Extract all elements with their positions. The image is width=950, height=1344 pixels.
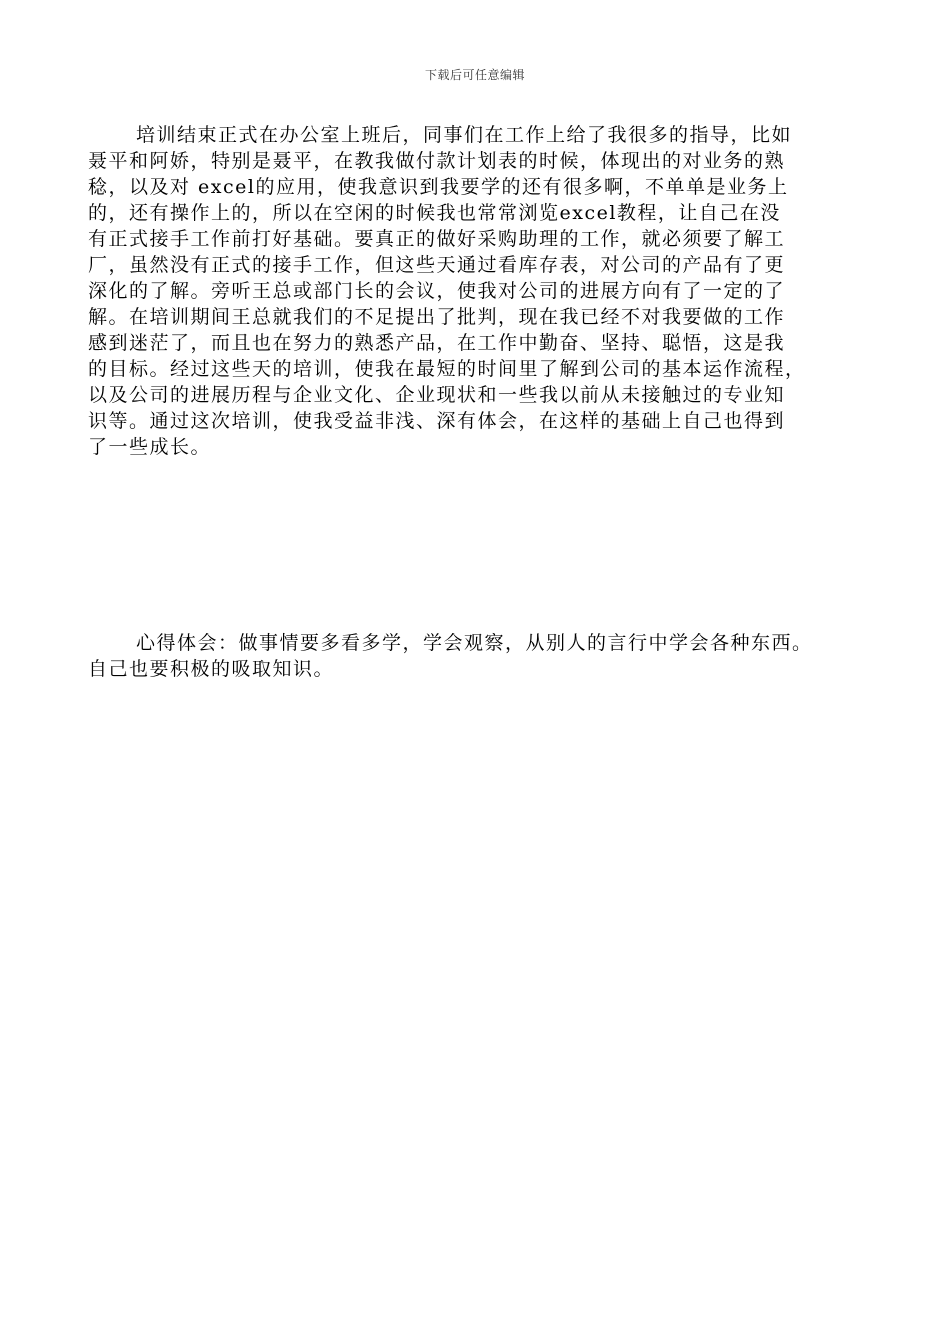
paragraph-line: 感到迷茫了，而且也在努力的熟悉产品，在工作中勤奋、坚持、聪悟，这是我 — [88, 332, 786, 354]
paragraph-line: 有正式接手工作前打好基础。要真正的做好采购助理的工作，就必须要了解工 — [88, 228, 786, 250]
paragraph-line: 培训结束正式在办公室上班后，同事们在工作上给了我很多的指导，比如 — [136, 124, 793, 146]
paragraph-line: 以及公司的进展历程与企业文化、企业现状和一些我以前从未接触过的专业知 — [88, 384, 786, 406]
paragraph-reflection — [88, 630, 856, 682]
paragraph-line: 聂平和阿娇，特别是聂平，在教我做付款计划表的时候，体现出的对业务的熟 — [88, 150, 786, 172]
header-note: 下载后可任意编辑 — [424, 68, 525, 82]
paragraph-line: 深化的了解。旁听王总或部门长的会议，使我对公司的进展方向有了一定的了 — [88, 280, 786, 302]
paragraph-line: 厂，虽然没有正式的接手工作，但这些天通过看库存表，对公司的产品有了更 — [88, 254, 786, 276]
paragraph-line: 解。在培训期间王总就我们的不足提出了批判，现在我已经不对我要做的工作 — [88, 306, 786, 328]
paragraph-training-experience — [88, 122, 856, 460]
paragraph-line: 识等。通过这次培训，使我受益非浅、深有体会，在这样的基础上自己也得到 — [88, 410, 786, 432]
paragraph-line: 稔，以及对 excel的应用，使我意识到我要学的还有很多啊，不单单是业务上 — [88, 176, 789, 198]
paragraph-line: 心得体会：做事情要多看多学，学会观察，从别人的言行中学会各种东西。 — [136, 632, 813, 654]
paragraph-line: 自己也要积极的吸取知识。 — [88, 658, 335, 680]
paragraph-line: 的，还有操作上的，所以在空闲的时候我也常常浏览excel教程，让自己在没 — [88, 202, 781, 224]
paragraph-line: 了一些成长。 — [88, 436, 212, 458]
paragraph-line: 的目标。经过这些天的培训，使我在最短的时间里了解到公司的基本运作流程， — [88, 358, 806, 380]
